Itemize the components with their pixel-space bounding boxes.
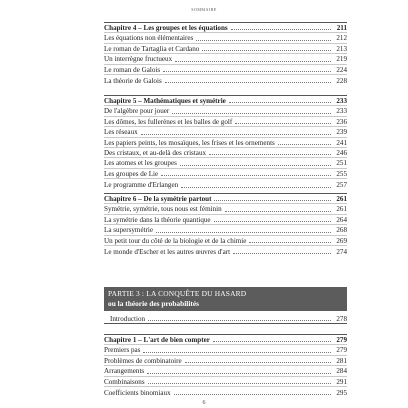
- introduction-section: [104, 313, 347, 324]
- page-ref: 269: [336, 236, 347, 245]
- chapter-6-section: [104, 193, 347, 256]
- toc-entry[interactable]: [104, 366, 347, 376]
- toc-entry[interactable]: [104, 75, 347, 85]
- entry-label: La symétrie dans la théorie quantique: [104, 215, 211, 224]
- entry-label: Les équations non élémentaires: [104, 34, 194, 43]
- part-3-banner: [104, 287, 347, 311]
- page-ref: 255: [336, 169, 347, 178]
- leader-dots: [161, 175, 331, 176]
- page-number: 6: [202, 400, 206, 406]
- page-ref: 241: [336, 138, 347, 147]
- chapter-title: Chapitre 5 – Mathématiques et symétrie: [104, 96, 226, 105]
- chapter-title: Chapitre 6 – De la symétrie partout: [104, 194, 212, 203]
- toc-introduction[interactable]: [104, 313, 347, 323]
- entry-label: Des cristaux, et au-delà des cristaux: [104, 148, 207, 157]
- page-ref: 233: [336, 96, 347, 105]
- part-subtitle: ou la théorie des probabilités: [108, 299, 200, 308]
- leader-dots: [278, 144, 331, 145]
- page-ref: 211: [336, 23, 347, 32]
- entry-label: La supersymétrie: [104, 226, 154, 235]
- entry-label: Symétrie, symétrie, tous nous est féminin: [104, 205, 222, 214]
- toc-entry[interactable]: [104, 138, 347, 148]
- entry-label: Les réseaux: [104, 128, 138, 137]
- page-ref: 268: [336, 226, 347, 235]
- toc-entry[interactable]: [104, 158, 347, 168]
- entry-label: Introduction: [110, 314, 146, 323]
- leader-dots: [148, 320, 331, 321]
- leader-dots: [229, 102, 331, 103]
- entry-label: Un petit tour du côté de la biologie et de la chimie: [104, 236, 247, 245]
- entry-label: Premiers pas: [104, 346, 141, 355]
- page-ref: 274: [336, 247, 347, 256]
- entry-label: La théorie de Galois: [104, 76, 162, 85]
- toc-chapter-6[interactable]: [104, 194, 347, 204]
- toc-chapter-4[interactable]: [104, 23, 347, 33]
- leader-dots: [181, 187, 331, 188]
- leader-dots: [141, 134, 331, 135]
- leader-dots: [196, 40, 331, 41]
- page-ref: 224: [336, 65, 347, 74]
- toc-entry[interactable]: [104, 169, 347, 179]
- entry-label: Les dômes, les fullerènes et les balles de golf: [104, 117, 233, 126]
- entry-label: Les atomes et les groupes: [104, 159, 177, 168]
- page-ref: 261: [336, 194, 347, 203]
- toc-entry[interactable]: [104, 225, 347, 235]
- page-ref: 264: [336, 215, 347, 224]
- leader-dots: [202, 50, 331, 51]
- leader-dots: [209, 154, 331, 155]
- leader-dots: [175, 61, 331, 62]
- entry-label: Problèmes de combinatoire: [104, 356, 182, 365]
- page-ref: 281: [336, 356, 347, 365]
- leader-dots: [165, 82, 331, 83]
- toc-entry[interactable]: [104, 33, 347, 43]
- leader-dots: [156, 232, 331, 233]
- toc-entry[interactable]: [104, 356, 347, 366]
- leader-dots: [148, 383, 331, 384]
- chapter-title: Chapitre 1 – L'art de bien compter: [104, 335, 210, 344]
- entry-label: Le roman de Tartaglia et Cardano: [104, 44, 200, 53]
- leader-dots: [214, 200, 331, 201]
- page-ref: 257: [336, 181, 347, 190]
- entry-label: Le programme d'Erlangen: [104, 181, 179, 190]
- toc-entry[interactable]: [104, 148, 347, 158]
- leader-dots: [249, 242, 331, 243]
- toc-entry[interactable]: [104, 236, 347, 246]
- part-title: PARTIE 3 : LA CONQUÊTE DU HASARD: [108, 289, 247, 298]
- leader-dots: [214, 221, 331, 222]
- toc-entry[interactable]: [104, 377, 347, 387]
- toc-entry[interactable]: [104, 44, 347, 54]
- toc-chapter-5[interactable]: [104, 96, 347, 106]
- leader-dots: [147, 373, 331, 374]
- entry-label: Les groupes de Lie: [104, 169, 159, 178]
- entry-label: Coefficients binomiaux: [104, 388, 171, 397]
- chapter-4-section: [104, 22, 347, 85]
- leader-dots: [233, 253, 331, 254]
- page-ref: 261: [336, 205, 347, 214]
- toc-entry[interactable]: [104, 106, 347, 116]
- page-ref: 233: [336, 107, 347, 116]
- running-head: SOMMAIRE: [191, 7, 217, 12]
- toc-entry[interactable]: [104, 117, 347, 127]
- page-ref: 213: [336, 44, 347, 53]
- entry-label: De l'algèbre pour jouer: [104, 107, 170, 116]
- leader-dots: [185, 362, 331, 363]
- leader-dots: [235, 123, 331, 124]
- leader-dots: [172, 113, 331, 114]
- entry-label: Le monde d'Escher et les autres œuvres d'art: [104, 247, 231, 256]
- leader-dots: [180, 165, 331, 166]
- page-ref: 219: [336, 55, 347, 64]
- toc-entry[interactable]: [104, 65, 347, 75]
- page-ref: 246: [336, 148, 347, 157]
- entry-label: Un interrègne fructueux: [104, 55, 173, 64]
- chapter-1-section: [104, 334, 347, 397]
- page-ref: 212: [336, 34, 347, 43]
- page-ref: 295: [336, 388, 347, 397]
- toc-entry[interactable]: [104, 179, 347, 189]
- toc-entry[interactable]: [104, 345, 347, 355]
- chapter-5-section: [104, 95, 347, 190]
- toc-chapter-1[interactable]: [104, 335, 347, 345]
- toc-entry[interactable]: [104, 204, 347, 214]
- entry-label: Combinaisons: [104, 377, 145, 386]
- page-ref: 228: [336, 76, 347, 85]
- chapter-title: Chapitre 4 – Les groupes et les équations: [104, 23, 228, 32]
- toc-entry[interactable]: [104, 246, 347, 256]
- leader-dots: [231, 29, 331, 30]
- page-ref: 278: [336, 314, 347, 323]
- page-ref: 279: [336, 335, 347, 344]
- page-ref: 284: [336, 367, 347, 376]
- entry-label: Le roman de Galois: [104, 65, 161, 74]
- page-ref: 236: [336, 117, 347, 126]
- leader-dots: [143, 352, 331, 353]
- leader-dots: [213, 341, 331, 342]
- page-ref: 279: [336, 346, 347, 355]
- page-ref: 251: [336, 159, 347, 168]
- leader-dots: [225, 211, 331, 212]
- entry-label: Arrangements: [104, 367, 145, 376]
- toc-entry[interactable]: [104, 387, 347, 397]
- toc-entry[interactable]: [104, 127, 347, 137]
- leader-dots: [163, 71, 331, 72]
- toc-entry[interactable]: [104, 215, 347, 225]
- page-ref: 291: [336, 377, 347, 386]
- entry-label: Les papiers peints, les mosaïques, les frises et les ornements: [104, 138, 275, 147]
- leader-dots: [174, 394, 331, 395]
- toc-entry[interactable]: [104, 54, 347, 64]
- page-ref: 239: [336, 128, 347, 137]
